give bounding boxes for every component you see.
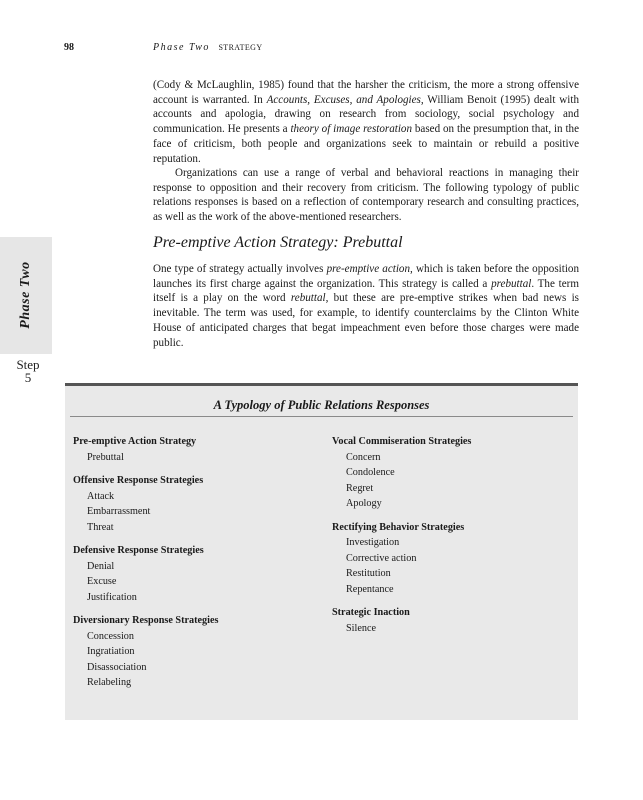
- typology-group: [332, 434, 471, 512]
- typology-group: [332, 520, 471, 598]
- typology-left-column: [73, 434, 218, 699]
- body-paragraph-3: [153, 262, 579, 350]
- typology-item: Investigation: [346, 537, 400, 548]
- typology-item: Concession: [87, 630, 134, 642]
- typology-group: [73, 434, 218, 465]
- typology-item: Excuse: [87, 576, 117, 587]
- step-label: Step: [16, 357, 40, 372]
- typology-group-title: Defensive Response Strategies: [73, 545, 204, 556]
- typology-item: Disassociation: [87, 661, 147, 673]
- typology-item: Threat: [87, 521, 114, 533]
- typology-item: Attack: [87, 490, 115, 502]
- typology-group-title: Rectifying Behavior Strategies: [332, 521, 465, 533]
- typology-rule: [70, 416, 573, 417]
- p1-book-title: Accounts, Excuses, and Apologies,: [266, 93, 424, 106]
- typology-group: [73, 613, 218, 691]
- step-marker: [8, 358, 48, 384]
- p1-theory-term: theory of image restoration: [290, 123, 413, 136]
- typology-item: Concern: [346, 451, 381, 463]
- typology-right-column: [332, 434, 471, 644]
- step-number: 5: [24, 370, 32, 385]
- p3-text-3: . The term itself is a play on the word: [153, 277, 579, 305]
- p3-term-rebuttal: rebuttal,: [290, 292, 329, 305]
- body-paragraph-1: [153, 78, 579, 166]
- side-tab: [0, 237, 52, 354]
- p3-text-4: but these are pre-emptive strikes when bad news is inevitable. The term was used, for example, to identify counterclaims by the Clinton White House of anticipated charges that begat impeachment even before those charges were made public.: [153, 292, 579, 349]
- typology-item: Condolence: [346, 467, 395, 478]
- p1-text-1: (Cody & McLaughlin, 1985) found that the harsher the criticism, the more a strong offensive account is warranted. In: [153, 79, 579, 106]
- typology-group: [332, 605, 471, 636]
- running-head: [153, 42, 263, 53]
- typology-group: [73, 473, 218, 535]
- body-paragraph-2: Organizations can use a range of verbal and behavioral reactions in managing their response to opposition and their recovery from criticism. The following typology of public relations responses is based on a reflection of contemporary research and consulting practices, as well as the work of the above-mentioned researchers.: [153, 167, 579, 224]
- typology-item: Justification: [87, 591, 137, 603]
- typology-title: A Typology of Public Relations Responses: [213, 398, 430, 412]
- running-head-section: STRATEGY: [218, 43, 263, 52]
- section-heading: Pre-emptive Action Strategy: Prebuttal: [153, 234, 403, 251]
- page-number: 98: [64, 42, 74, 53]
- typology-item: Silence: [346, 622, 376, 634]
- typology-box: [65, 383, 578, 720]
- p3-term-preemptive: pre-emptive action,: [326, 263, 413, 275]
- typology-item: Ingratiation: [87, 646, 135, 657]
- typology-item: Restitution: [346, 568, 391, 579]
- typology-item: Regret: [346, 482, 374, 494]
- typology-item: Apology: [346, 498, 382, 509]
- typology-item: Repentance: [346, 583, 394, 595]
- p3-text-1: One type of strategy actually involves: [153, 263, 327, 275]
- typology-group-title: Pre-emptive Action Strategy: [73, 436, 197, 447]
- typology-item: Prebuttal: [87, 451, 124, 463]
- typology-item: Denial: [87, 560, 115, 572]
- p3-text-2: which is taken before the opposition launches its first charge against the organization. This strategy is called a: [153, 263, 580, 290]
- typology-group-title: Offensive Response Strategies: [73, 475, 204, 486]
- typology-group: [73, 543, 218, 605]
- p1-text-3: based on the presumption that, in the face of criticism, both people and organizations seek to maintain or rebuild a positive reputation.: [153, 123, 579, 165]
- p3-term-prebuttal: prebuttal: [491, 277, 532, 290]
- p1-text-2: William Benoit (1995) dealt with accounts and apologia, drawing on research from sociology, social psychology and communication. He presents a: [153, 93, 579, 136]
- running-head-phase: Phase Two: [153, 42, 210, 53]
- typology-item: Corrective action: [346, 552, 417, 564]
- typology-group-title: Vocal Commiseration Strategies: [332, 436, 472, 447]
- typology-group-title: Strategic Inaction: [332, 607, 410, 618]
- typology-item: Relabeling: [87, 677, 132, 688]
- typology-item: Embarrassment: [87, 506, 151, 517]
- side-tab-label: Phase Two: [18, 261, 33, 329]
- typology-group-title: Diversionary Response Strategies: [73, 615, 219, 626]
